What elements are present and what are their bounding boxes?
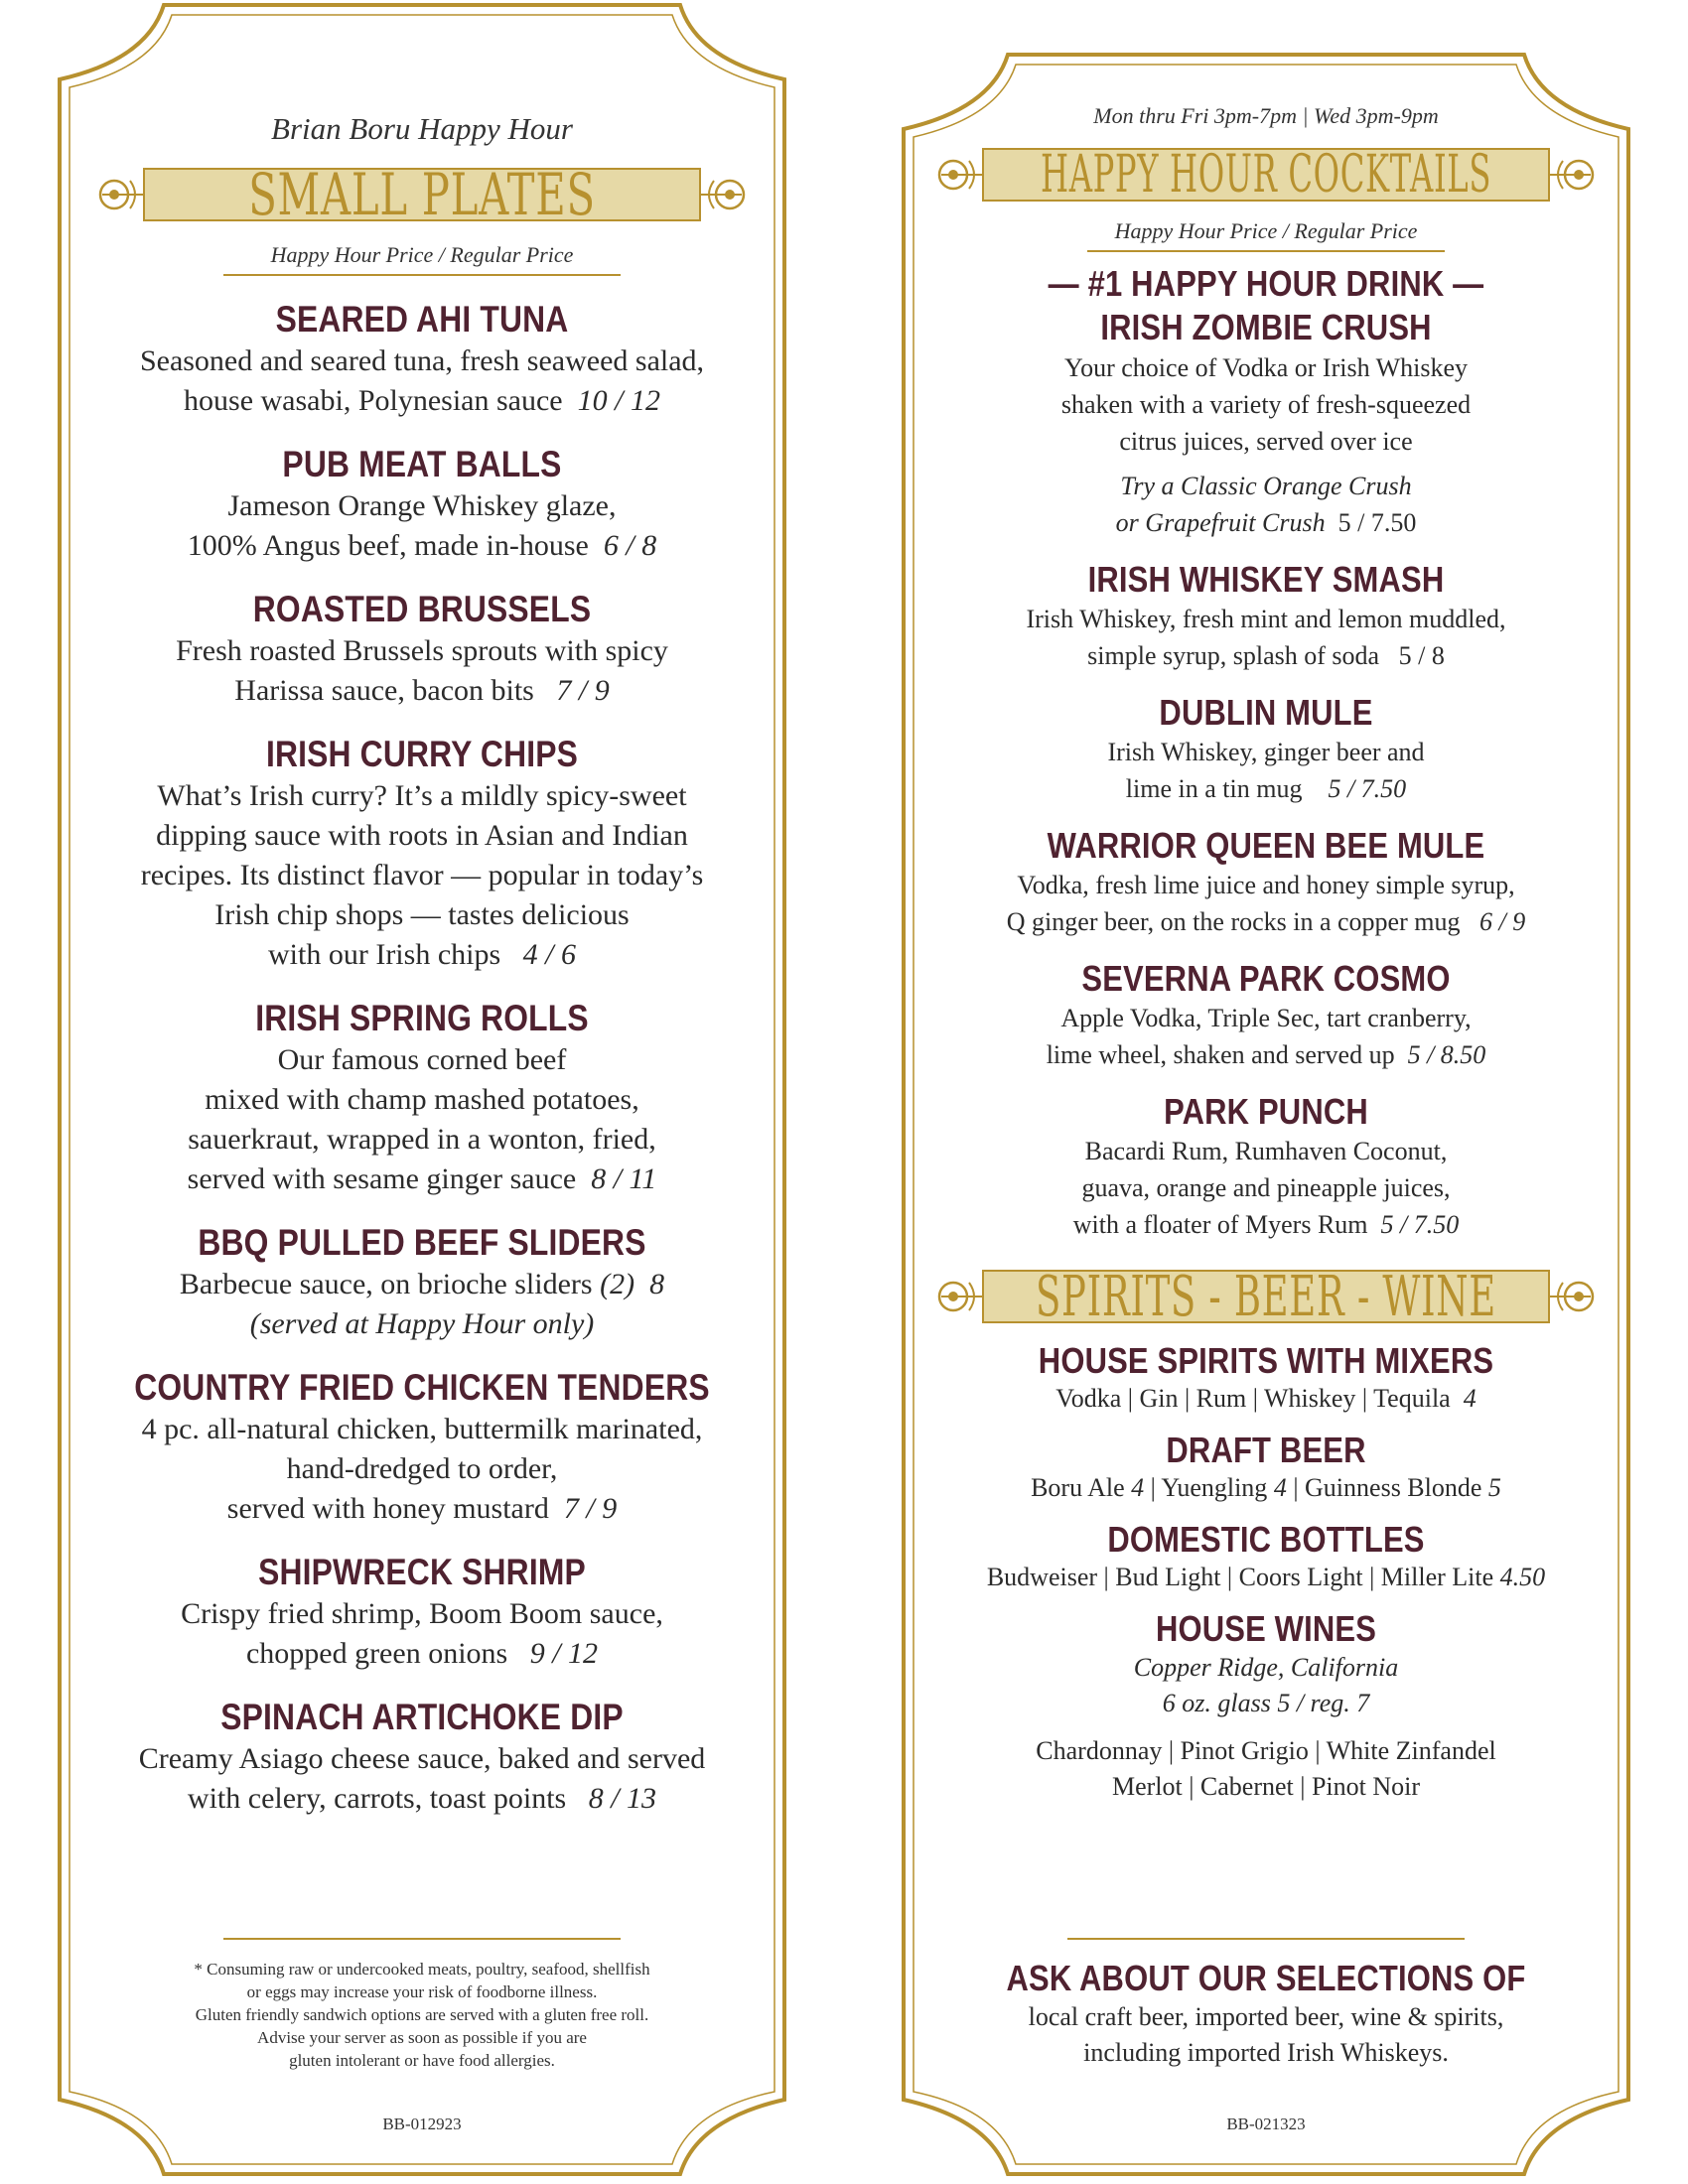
item-price: 8 xyxy=(649,1268,665,1300)
item-desc-line: with a floater of Myers Rum 5 / 7.50 xyxy=(1072,1210,1460,1239)
featured-alt: Try a Classic Orange Crush xyxy=(1120,472,1412,500)
item-note: (served at Happy Hour only) xyxy=(249,1307,595,1340)
item-desc-line: Boru Ale 4 | Yuengling 4 | Guinness Blonde 5 xyxy=(1031,1473,1501,1502)
item-desc-line: Harissa sauce, bacon bits 7 / 9 xyxy=(234,674,610,707)
item-price: 5 / 7.50 xyxy=(1328,774,1407,803)
menu-item xyxy=(55,1551,789,1674)
item-desc-line: Vodka, fresh lime juice and honey simple syrup, xyxy=(1017,871,1515,899)
item-desc-line: mixed with champ mashed potatoes, xyxy=(205,1083,639,1116)
spirits-banner xyxy=(923,1253,1609,1340)
menu-item xyxy=(55,588,789,711)
item-desc-line: Jameson Orange Whiskey glaze, xyxy=(227,489,617,522)
item-price: 5 / 8 xyxy=(1398,641,1445,670)
item-name: COUNTRY FRIED CHICKEN TENDERS xyxy=(134,1367,710,1408)
item-price: 9 / 12 xyxy=(529,1637,599,1670)
item-price: 8 / 11 xyxy=(591,1162,657,1195)
item-name: HOUSE WINES xyxy=(1155,1608,1377,1649)
item-desc-line: sauerkraut, wrapped in a wonton, fried, xyxy=(188,1123,656,1156)
item-price: 6 / 9 xyxy=(1478,907,1526,936)
disclaimer-line: Advise your server as soon as possible if you are xyxy=(257,2028,587,2047)
banner-title: SPIRITS - BEER - WINE xyxy=(1036,1264,1496,1329)
banner-title: HAPPY HOUR COCKTAILS xyxy=(1040,145,1492,205)
item-name: SEVERNA PARK COSMO xyxy=(1081,958,1451,999)
menu-code xyxy=(55,2115,789,2134)
item-desc-line: What’s Irish curry? It’s a mildly spicy-sweet xyxy=(157,779,687,812)
item-desc-line: recipes. Its distinct flavor — popular in today’s xyxy=(140,859,704,891)
item-desc-line: Q ginger beer, on the rocks in a copper mug 6 / 9 xyxy=(1006,907,1526,936)
item-desc-line: house wasabi, Polynesian sauce 10 / 12 xyxy=(184,384,660,417)
item-desc-line: 100% Angus beef, made in-house 6 / 8 xyxy=(187,529,657,562)
price-legend: Happy Hour Price / Regular Price xyxy=(1114,218,1418,243)
footer-divider xyxy=(223,1938,621,1940)
menu-item xyxy=(899,1430,1633,1505)
item-desc-line: shaken with a variety of fresh-squeezed xyxy=(1060,390,1472,419)
ask-line: including imported Irish Whiskeys. xyxy=(1083,2038,1449,2067)
menu-item xyxy=(55,997,789,1199)
featured-alt: or Grapefruit Crush 5 / 7.50 xyxy=(1115,508,1417,537)
item-name: BBQ PULLED BEEF SLIDERS xyxy=(198,1222,646,1263)
allergy-disclaimer xyxy=(55,1958,789,2072)
menu-item xyxy=(55,733,789,975)
disclaimer-line: gluten intolerant or have food allergies. xyxy=(289,2051,555,2070)
item-price: 5 / 7.50 xyxy=(1380,1210,1460,1239)
disclaimer-line: Gluten friendly sandwich options are served with a gluten free roll. xyxy=(195,2005,649,2024)
wine-origin: Copper Ridge, California xyxy=(1133,1653,1399,1682)
menu-item xyxy=(899,825,1633,940)
disclaimer-line: * Consuming raw or undercooked meats, poultry, seafood, shellfish xyxy=(194,1960,650,1979)
item-price: 4 xyxy=(1463,1384,1477,1413)
divider xyxy=(223,274,621,276)
item-desc-line: Irish Whiskey, ginger beer and xyxy=(1107,738,1425,766)
footer-divider xyxy=(1067,1938,1465,1940)
item-price: 7 / 9 xyxy=(556,674,610,707)
item-price: 4 / 6 xyxy=(522,938,576,971)
item-name: ROASTED BRUSSELS xyxy=(252,589,592,629)
disclaimer-line: or eggs may increase your risk of foodborne illness. xyxy=(246,1982,598,2001)
item-name: IRISH WHISKEY SMASH xyxy=(1087,559,1445,600)
right-menu-panel xyxy=(899,0,1633,2184)
item-price: 5 / 8.50 xyxy=(1407,1040,1486,1069)
item-desc-line: Barbecue sauce, on brioche sliders (2) 8 xyxy=(179,1268,665,1300)
banner-title: SMALL PLATES xyxy=(248,161,596,228)
menu-item xyxy=(899,958,1633,1073)
ask-heading: ASK ABOUT OUR SELECTIONS OF xyxy=(1006,1958,1526,1998)
small-plates-list xyxy=(55,298,789,1819)
item-name: SEARED AHI TUNA xyxy=(275,299,569,340)
cocktails-banner xyxy=(923,131,1609,218)
item-desc-line: with our Irish chips 4 / 6 xyxy=(268,938,576,971)
item-desc-line: with celery, carrots, toast points 8 / 13 xyxy=(187,1782,657,1815)
item-name: HOUSE SPIRITS WITH MIXERS xyxy=(1038,1340,1494,1381)
item-desc-line: guava, orange and pineapple juices, xyxy=(1081,1173,1451,1202)
item-price: 8 / 13 xyxy=(588,1782,657,1815)
item-name: DUBLIN MULE xyxy=(1159,692,1373,733)
menu-item xyxy=(899,1519,1633,1594)
wine-list: Merlot | Cabernet | Pinot Noir xyxy=(1111,1772,1421,1801)
item-name: IRISH CURRY CHIPS xyxy=(265,734,579,774)
cocktail-list xyxy=(899,559,1633,1243)
right-content xyxy=(899,103,1633,1819)
item-desc-line: chopped green onions 9 / 12 xyxy=(245,1637,599,1670)
menu-code-text: BB-021323 xyxy=(1218,2115,1313,2133)
item-price: 10 / 12 xyxy=(577,384,660,417)
spirits-list xyxy=(899,1340,1633,1805)
item-desc-line: dipping sauce with roots in Asian and Indian xyxy=(156,819,688,852)
item-desc-line: lime in a tin mug 5 / 7.50 xyxy=(1125,774,1407,803)
menu-item xyxy=(55,298,789,421)
item-desc-line: 4 pc. all-natural chicken, buttermilk marinated, xyxy=(141,1413,703,1445)
item-name: SPINACH ARTICHOKE DIP xyxy=(220,1697,624,1737)
wine-price: 6 oz. glass 5 / reg. 7 xyxy=(1162,1689,1370,1717)
item-desc-line: served with honey mustard 7 / 9 xyxy=(226,1492,618,1525)
left-content xyxy=(55,111,789,1841)
item-name: DRAFT BEER xyxy=(1166,1430,1366,1470)
divider xyxy=(1087,250,1445,252)
ask-section xyxy=(899,1958,1633,2071)
menu-item xyxy=(899,1608,1633,1805)
menu-item xyxy=(899,1091,1633,1243)
menu-item xyxy=(55,1696,789,1819)
item-qty: (2) xyxy=(600,1268,635,1300)
item-desc-line: Creamy Asiago cheese sauce, baked and served xyxy=(138,1742,706,1775)
left-menu-panel xyxy=(55,0,789,2184)
item-desc-line: lime wheel, shaken and served up 5 / 8.50 xyxy=(1046,1040,1486,1069)
left-subtitle: Brian Boru Happy Hour xyxy=(271,111,573,146)
menu-item xyxy=(55,1221,789,1344)
item-desc-line: Fresh roasted Brussels sprouts with spicy xyxy=(176,634,668,667)
item-desc-line: Irish Whiskey, fresh mint and lemon muddled, xyxy=(1026,605,1506,633)
menu-item xyxy=(899,692,1633,807)
item-name: IRISH ZOMBIE CRUSH xyxy=(1100,307,1432,347)
item-desc-line: Apple Vodka, Triple Sec, tart cranberry, xyxy=(1060,1004,1472,1032)
item-name: PUB MEAT BALLS xyxy=(282,444,562,484)
item-price: 6 / 8 xyxy=(603,529,657,562)
item-desc-line: hand-dredged to order, xyxy=(286,1452,558,1485)
happy-hour-times: Mon thru Fri 3pm-7pm | Wed 3pm-9pm xyxy=(1093,103,1439,128)
ask-line: local craft beer, imported beer, wine & spirits, xyxy=(1028,2002,1504,2031)
menu-item xyxy=(899,1340,1633,1416)
item-desc-line: Seasoned and seared tuna, fresh seaweed salad, xyxy=(139,344,705,377)
item-name: WARRIOR QUEEN BEE MULE xyxy=(1047,825,1485,866)
menu-item xyxy=(899,559,1633,674)
menu-code xyxy=(899,2115,1633,2134)
menu-item xyxy=(55,1366,789,1529)
item-name: IRISH SPRING ROLLS xyxy=(255,998,589,1038)
item-desc-line: Bacardi Rum, Rumhaven Coconut, xyxy=(1084,1137,1448,1165)
item-desc-line: citrus juices, served over ice xyxy=(1119,427,1413,456)
item-price: 7 / 9 xyxy=(563,1492,618,1525)
menu-item xyxy=(55,443,789,566)
item-desc-line: Budweiser | Bud Light | Coors Light | Miller Lite 4.50 xyxy=(986,1563,1546,1591)
item-name: DOMESTIC BOTTLES xyxy=(1107,1519,1425,1560)
featured-drink xyxy=(899,262,1633,541)
item-price: 5 / 7.50 xyxy=(1337,508,1417,537)
price-legend: Happy Hour Price / Regular Price xyxy=(270,242,574,267)
item-name: SHIPWRECK SHRIMP xyxy=(258,1552,586,1592)
featured-label: — #1 HAPPY HOUR DRINK — xyxy=(1048,263,1484,304)
item-desc-line: simple syrup, splash of soda 5 / 8 xyxy=(1087,641,1445,670)
item-price: 4.50 xyxy=(1499,1563,1546,1591)
item-desc-line: served with sesame ginger sauce 8 / 11 xyxy=(187,1162,657,1195)
item-desc-line: Your choice of Vodka or Irish Whiskey xyxy=(1063,353,1469,382)
wine-list: Chardonnay | Pinot Grigio | White Zinfandel xyxy=(1036,1736,1496,1765)
menu-code-text: BB-012923 xyxy=(374,2115,469,2133)
item-name: PARK PUNCH xyxy=(1164,1091,1368,1132)
item-desc-line: Crispy fried shrimp, Boom Boom sauce, xyxy=(181,1597,663,1630)
item-desc-line: Irish chip shops — tastes delicious xyxy=(214,898,630,931)
small-plates-banner xyxy=(84,151,760,238)
item-desc-line: Vodka | Gin | Rum | Whiskey | Tequila 4 xyxy=(1055,1384,1477,1413)
item-desc-line: Our famous corned beef xyxy=(277,1043,567,1076)
